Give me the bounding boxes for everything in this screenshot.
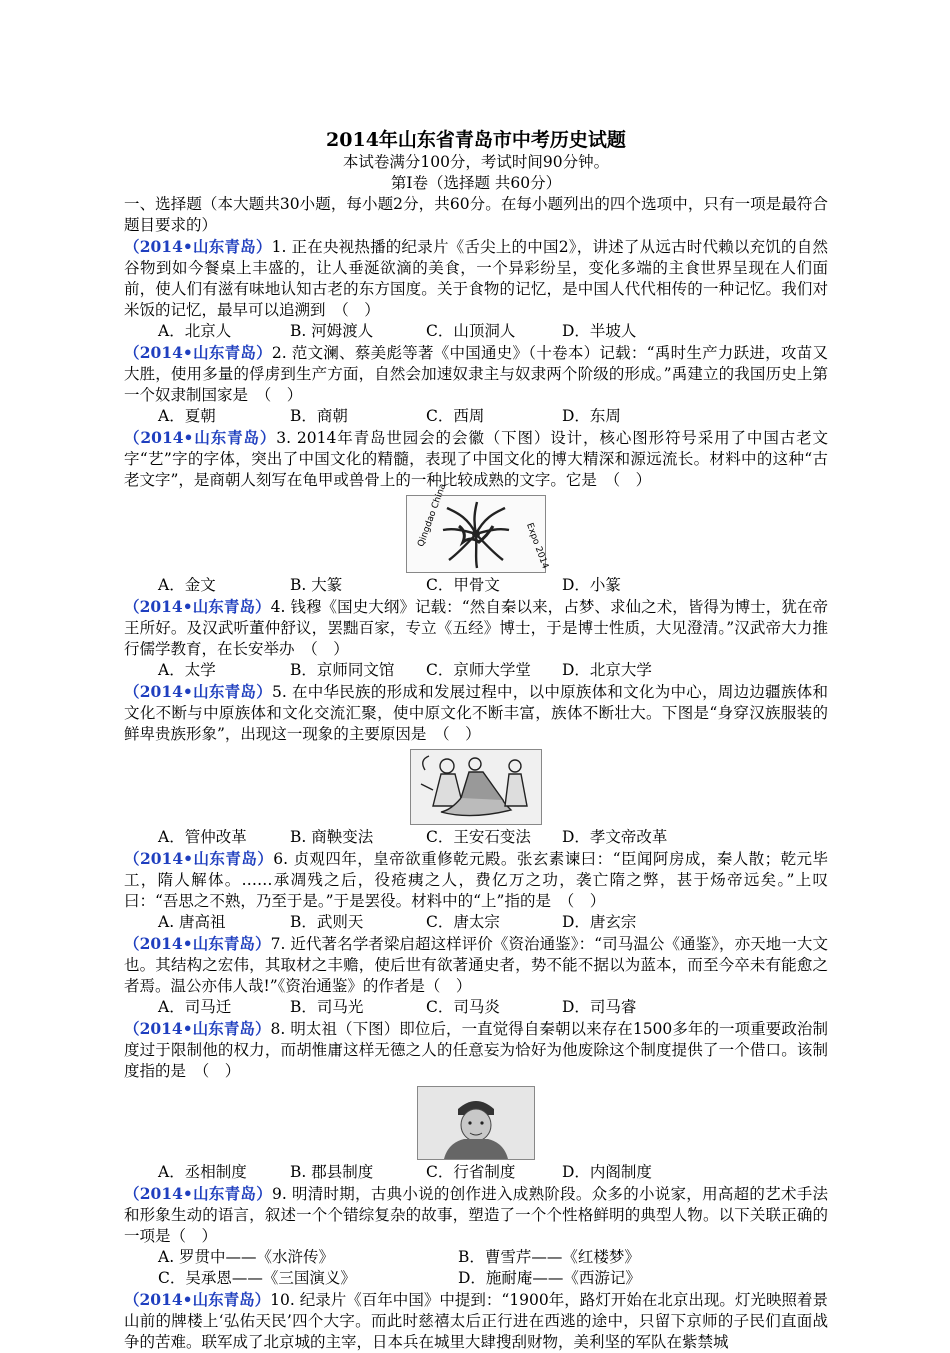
figure-xianbei-noble xyxy=(124,749,828,825)
option-d[interactable]: D．司马睿 xyxy=(562,998,637,1016)
option-c[interactable]: C．司马炎 xyxy=(426,998,500,1016)
option-a[interactable]: A．太学 xyxy=(158,661,216,679)
option-d[interactable]: D．小篆 xyxy=(562,576,621,594)
question-6 xyxy=(124,848,828,933)
option-a[interactable]: A．夏朝 xyxy=(158,407,216,425)
question-text: 2. 范文澜、蔡美彪等著《中国通史》（十卷本）记载：“禹时生产力跃进，攻苗又大胜，使用多量的俘虏到生产方面，自然会加速奴隶主与奴隶两个阶级的形成。”禹建立的我国历史上第一个奴隶制国家是 （ ） xyxy=(124,344,828,404)
exam-page xyxy=(124,128,828,1353)
expo-emblem-image xyxy=(406,482,550,573)
option-b[interactable]: B．司马光 xyxy=(290,998,364,1016)
question-source-tag: （2014•山东青岛） xyxy=(124,849,274,868)
option-a[interactable]: A. 唐高祖 xyxy=(158,913,226,931)
option-d[interactable]: D．内阁制度 xyxy=(562,1163,652,1181)
question-source-tag: （2014•山东青岛） xyxy=(124,1019,271,1038)
option-a[interactable]: A．丞相制度 xyxy=(158,1163,247,1181)
question-source-tag: （2014•山东青岛） xyxy=(124,343,272,362)
option-d[interactable]: D．孝文帝改革 xyxy=(562,828,668,846)
option-b[interactable]: B. 商鞅变法 xyxy=(290,828,374,846)
option-c[interactable]: C．山顶洞人 xyxy=(426,322,516,340)
question-1 xyxy=(124,236,828,342)
option-b[interactable]: B．商朝 xyxy=(290,407,348,425)
option-a[interactable]: A．司马迁 xyxy=(158,998,232,1016)
expo-emblem-icon xyxy=(407,482,550,572)
option-b[interactable]: B．武则天 xyxy=(290,913,364,931)
question-3 xyxy=(124,427,828,596)
question-source-tag: （2014•山东青岛） xyxy=(124,1184,272,1203)
page-title: 2014年山东省青岛市中考历史试题 xyxy=(326,129,626,151)
option-list xyxy=(124,997,828,1018)
question-text: 7. 近代著名学者梁启超这样评价《资治通鉴》：“司马温公《通鉴》，亦天地一大文也。其结构之宏伟，其取材之丰赡，使后世有欲著通史者，势不能不据以为蓝本，而至今卒未有能愈之者焉。温公亦伟人哉!”《资治通鉴》的作者是（ ） xyxy=(124,935,828,995)
option-a[interactable]: A．管仲改革 xyxy=(158,828,247,846)
portrait-icon xyxy=(418,1087,534,1159)
option-a[interactable]: A．北京人 xyxy=(158,322,232,340)
option-list xyxy=(124,660,828,681)
option-list xyxy=(124,406,828,427)
option-d[interactable]: D．半坡人 xyxy=(562,322,637,340)
volume-heading: 第Ⅰ卷（选择题 共60分） xyxy=(390,174,562,192)
emblem-left-text: Qingdao China xyxy=(416,482,449,549)
xianbei-noble-illustration-icon xyxy=(411,750,541,824)
option-b[interactable]: B．曹雪芹——《红楼梦》 xyxy=(458,1248,640,1266)
option-d[interactable]: D．北京大学 xyxy=(562,661,652,679)
option-c[interactable]: C．甲骨文 xyxy=(426,576,500,594)
question-text: 9. 明清时期，古典小说的创作进入成熟阶段。众多的小说家，用高超的艺术手法和形象生动的语言，叙述一个个错综复杂的故事，塑造了一个个性格鲜明的典型人物。以下关联正确的一项是（ ） xyxy=(124,1185,828,1245)
question-7 xyxy=(124,933,828,1018)
option-d[interactable]: D．唐玄宗 xyxy=(562,913,637,931)
option-list xyxy=(124,1162,828,1183)
option-d[interactable]: D．东周 xyxy=(562,407,621,425)
question-9 xyxy=(124,1183,828,1289)
figure-expo-emblem xyxy=(124,482,828,573)
option-c[interactable]: C．京师大学堂 xyxy=(426,661,531,679)
option-b[interactable]: B. 河姆渡人 xyxy=(290,322,374,340)
option-c[interactable]: C．行省制度 xyxy=(426,1163,516,1181)
option-c[interactable]: C．西周 xyxy=(426,407,485,425)
option-b[interactable]: B. 郡县制度 xyxy=(290,1163,374,1181)
option-c[interactable]: C．王安石变法 xyxy=(426,828,531,846)
figure-ming-taizu xyxy=(124,1086,828,1160)
question-source-tag: （2014•山东青岛） xyxy=(124,934,271,953)
question-source-tag: （2014•山东青岛） xyxy=(124,1290,271,1309)
option-b[interactable]: B．京师同文馆 xyxy=(290,661,395,679)
exam-info: 本试卷满分100分，考试时间90分钟。 xyxy=(342,153,610,171)
option-d[interactable]: D．施耐庵——《西游记》 xyxy=(458,1269,641,1287)
question-source-tag: （2014•山东青岛） xyxy=(124,237,272,256)
option-list xyxy=(124,575,828,596)
question-text: 4. 钱穆《国史大纲》记载：“然自秦以来，占梦、求仙之术，皆得为博士，犹在帝王所好。及汉武听董仲舒议，罢黜百家，专立《五经》博士，于是博士性质，大见澄清。”汉武帝大力推行儒学教育，在长安举办 （ ） xyxy=(124,598,828,658)
question-source-tag: （2014•山东青岛） xyxy=(124,597,271,616)
option-list xyxy=(124,1247,828,1289)
option-a[interactable]: A．金文 xyxy=(158,576,216,594)
question-text: 10. 纪录片《百年中国》中提到：“1900年，路灯开始在北京出现。灯光映照着景山前的牌楼上‘弘佑天民’四个大字。而此时慈禧太后正行进在西逃的途中，只留下京师的子民们直面战争的苦难。联军成了北京城的主宰，日本兵在城里大肆搜刮财物，美利坚的军队在紫禁城 xyxy=(124,1291,828,1351)
question-text: 3. 2014年青岛世园会的会徽（下图）设计，核心图形符号采用了中国古老文字“艺”字的字体，突出了中国文化的精髓，表现了中国文化的博大精深和源远流长。材料中的这种“古老文字”，是商朝人刻写在龟甲或兽骨上的一种比较成熟的文字。它是 （ ） xyxy=(124,429,828,489)
option-b[interactable]: B. 大篆 xyxy=(290,576,343,594)
xianbei-noble-image xyxy=(410,749,542,825)
ming-taizu-portrait-image xyxy=(417,1086,535,1160)
question-text: 8. 明太祖（下图）即位后，一直觉得自秦朝以来存在1500多年的一项重要政治制度过于限制他的权力，而胡惟庸这样无德之人的任意妄为恰好为他废除这个制度提供了一个借口。该制度指的是 （ ） xyxy=(124,1020,828,1080)
option-a[interactable]: A. 罗贯中——《水浒传》 xyxy=(158,1248,335,1266)
question-2 xyxy=(124,342,828,427)
option-c[interactable]: C．吴承恩——《三国演义》 xyxy=(158,1269,356,1287)
question-text: 6. 贞观四年，皇帝欲重修乾元殿。张玄素谏曰：“臣闻阿房成，秦人散；乾元毕工，隋人解体。……承凋残之后，役疮痍之人，费亿万之功，袭亡隋之弊，甚于炀帝远矣。”上叹曰：“吾思之不熟，乃至于是。”于是罢役。材料中的“上”指的是 （ ） xyxy=(124,850,828,910)
question-4 xyxy=(124,596,828,681)
question-10 xyxy=(124,1289,828,1353)
question-source-tag: （2014•山东青岛） xyxy=(124,428,277,447)
section-intro: 一、选择题（本大题共30小题，每小题2分，共60分。在每小题列出的四个选项中，只有一项是最符合题目要求的） xyxy=(124,195,828,234)
emblem-right-text: Expo 2014 xyxy=(524,521,550,571)
option-list xyxy=(124,321,828,342)
question-source-tag: （2014•山东青岛） xyxy=(124,682,272,701)
question-8 xyxy=(124,1018,828,1183)
option-c[interactable]: C．唐太宗 xyxy=(426,913,500,931)
option-list xyxy=(124,827,828,848)
question-5 xyxy=(124,681,828,848)
question-text: 5. 在中华民族的形成和发展过程中，以中原族体和文化为中心，周边边疆族体和文化不断与中原族体和文化交流汇聚，使中原文化不断丰富，族体不断壮大。下图是“身穿汉族服装的鲜卑贵族形象”，出现这一现象的主要原因是 （ ） xyxy=(124,683,828,743)
question-text: 1. 正在央视热播的纪录片《舌尖上的中国2》，讲述了从远古时代赖以充饥的自然谷物到如今餐桌上丰盛的，让人垂涎欲滴的美食，一个异彩纷呈，变化多端的主食世界呈现在人们面前，使人们有滋有味地认知古老的东方国度。关于食物的记忆，是中国人代代相传的一种记忆。我们对米饭的记忆，最早可以追溯到 （ ） xyxy=(124,238,828,319)
option-list xyxy=(124,912,828,933)
